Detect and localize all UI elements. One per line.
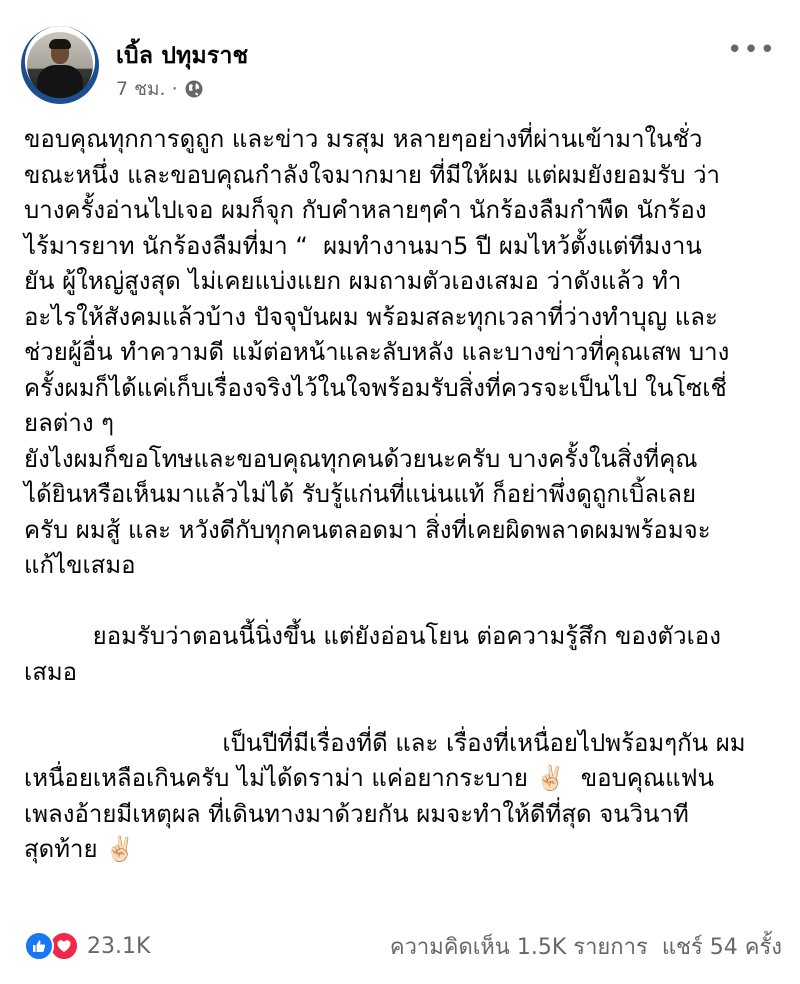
post-text-line: ยลต่าง ๆ bbox=[24, 409, 115, 437]
post-footer bbox=[24, 926, 782, 966]
post-text-line: ขณะหนึ่ง และขอบคุณกำลังใจมากมาย ที่มีให้ผม แต่ผมยังยอมรับ ว่า bbox=[24, 160, 721, 189]
post-text-line: ขอบคุณทุกการดูถูก และข่าว มรสุม หลายๆอย่างที่ผ่านเข้ามาในชั่ว bbox=[24, 125, 703, 153]
like-icon bbox=[24, 931, 54, 961]
globe-icon[interactable] bbox=[184, 79, 204, 99]
post-text-line: อะไรให้สังคมแล้วบ้าง ปัจจุบันผม พร้อมสละทุกเวลาที่ว่างทำบุญ และ bbox=[24, 302, 718, 331]
post-paragraph-3 bbox=[24, 726, 776, 868]
shares-count-link[interactable]: แชร์ 54 ครั้ง bbox=[661, 934, 782, 960]
post-text-line: เป็นปีที่มีเรื่องที่ดี และ เรื่องที่เหนื่อยไปพร้อมๆกัน ผม bbox=[24, 728, 746, 757]
post-text-line: ครั้งผมก็ได้แค่เก็บเรื่องจริงไว้ในใจพร้อมรับสิ่งที่ควรจะเป็นไป ในโซเชี่ bbox=[24, 373, 727, 402]
reactions-summary[interactable] bbox=[24, 931, 150, 961]
post-paragraph-1 bbox=[24, 122, 776, 584]
reaction-count: 23.1K bbox=[87, 933, 151, 959]
post-text-line: ครับ ผมสู้ และ หวังดีกับทุกคนตลอดมา สิ่งที่เคยผิดพลาดผมพร้อมจะ bbox=[24, 515, 711, 544]
post-text-line: ยัน ผู้ใหญ่สูงสุด ไม่เคยแบ่งแยก ผมถามตัวเองเสมอ ว่าดังแล้ว ทำ bbox=[24, 267, 682, 295]
more-options-icon[interactable]: ••• bbox=[726, 35, 776, 65]
post-text-line: ยอมรับว่าตอนนี้นิ่งขึ้น แต่ยังอ่อนโยน ต่อความรู้สึก ของตัวเอง bbox=[24, 622, 721, 650]
post-text-line: บางครั้งอ่านไปเจอ ผมก็จุก กับคำหลายๆคำ นักร้องลืมกำพืด นักร้อง bbox=[24, 196, 707, 224]
post-text bbox=[24, 122, 776, 868]
post-text-line: เสมอ bbox=[24, 657, 78, 686]
avatar[interactable] bbox=[21, 26, 99, 104]
comments-count-link[interactable]: ความคิดเห็น 1.5K รายการ bbox=[389, 934, 648, 960]
author-name[interactable]: เบิ้ล ปทุมราช bbox=[116, 43, 249, 69]
post-stats bbox=[390, 929, 782, 964]
meta-separator: · bbox=[171, 78, 178, 100]
post-header bbox=[21, 26, 780, 106]
post-text-line: เพลงอ้ายมีเหตุผล ที่เดินทางมาด้วยกัน ผมจะทำให้ดีที่สุด จนวินาที bbox=[24, 799, 689, 828]
post-text-line: เหนื่อยเหลือเกินครับ ไม่ได้ดราม่า แค่อยากระบาย ✌🏻 ขอบคุณแฟน bbox=[24, 764, 714, 792]
post-text-line: ช่วยผู้อื่น ทำความดี แม้ต่อหน้าและลับหลัง และบางข่าวที่คุณเสพ บาง bbox=[24, 338, 730, 366]
post-text-line: ไร้มารยาท นักร้องลืมที่มา “ ผมทำงานมา5 ปี ผมไหว้ตั้งแต่ทีมงาน bbox=[24, 231, 702, 260]
post-meta bbox=[116, 78, 204, 100]
post-text-line: ยังไงผมก็ขอโทษและขอบคุณทุกคนด้วยนะครับ บางครั้งในสิ่งที่คุณ bbox=[24, 444, 698, 473]
post-text-line: แก้ไขเสมอ bbox=[24, 551, 136, 579]
post-time[interactable]: 7 ชม. bbox=[116, 78, 166, 100]
post-text-line: สุดท้าย ✌🏻 bbox=[24, 835, 136, 863]
post-text-line: ได้ยินหรือเห็นมาแล้วไม่ได้ รับรู้แก่นที่แน่นแท้ ก็อย่าพึ่งดูถูกเบิ้ลเลย bbox=[24, 480, 697, 508]
post-paragraph-2 bbox=[24, 619, 776, 690]
avatar-photo bbox=[27, 32, 93, 98]
